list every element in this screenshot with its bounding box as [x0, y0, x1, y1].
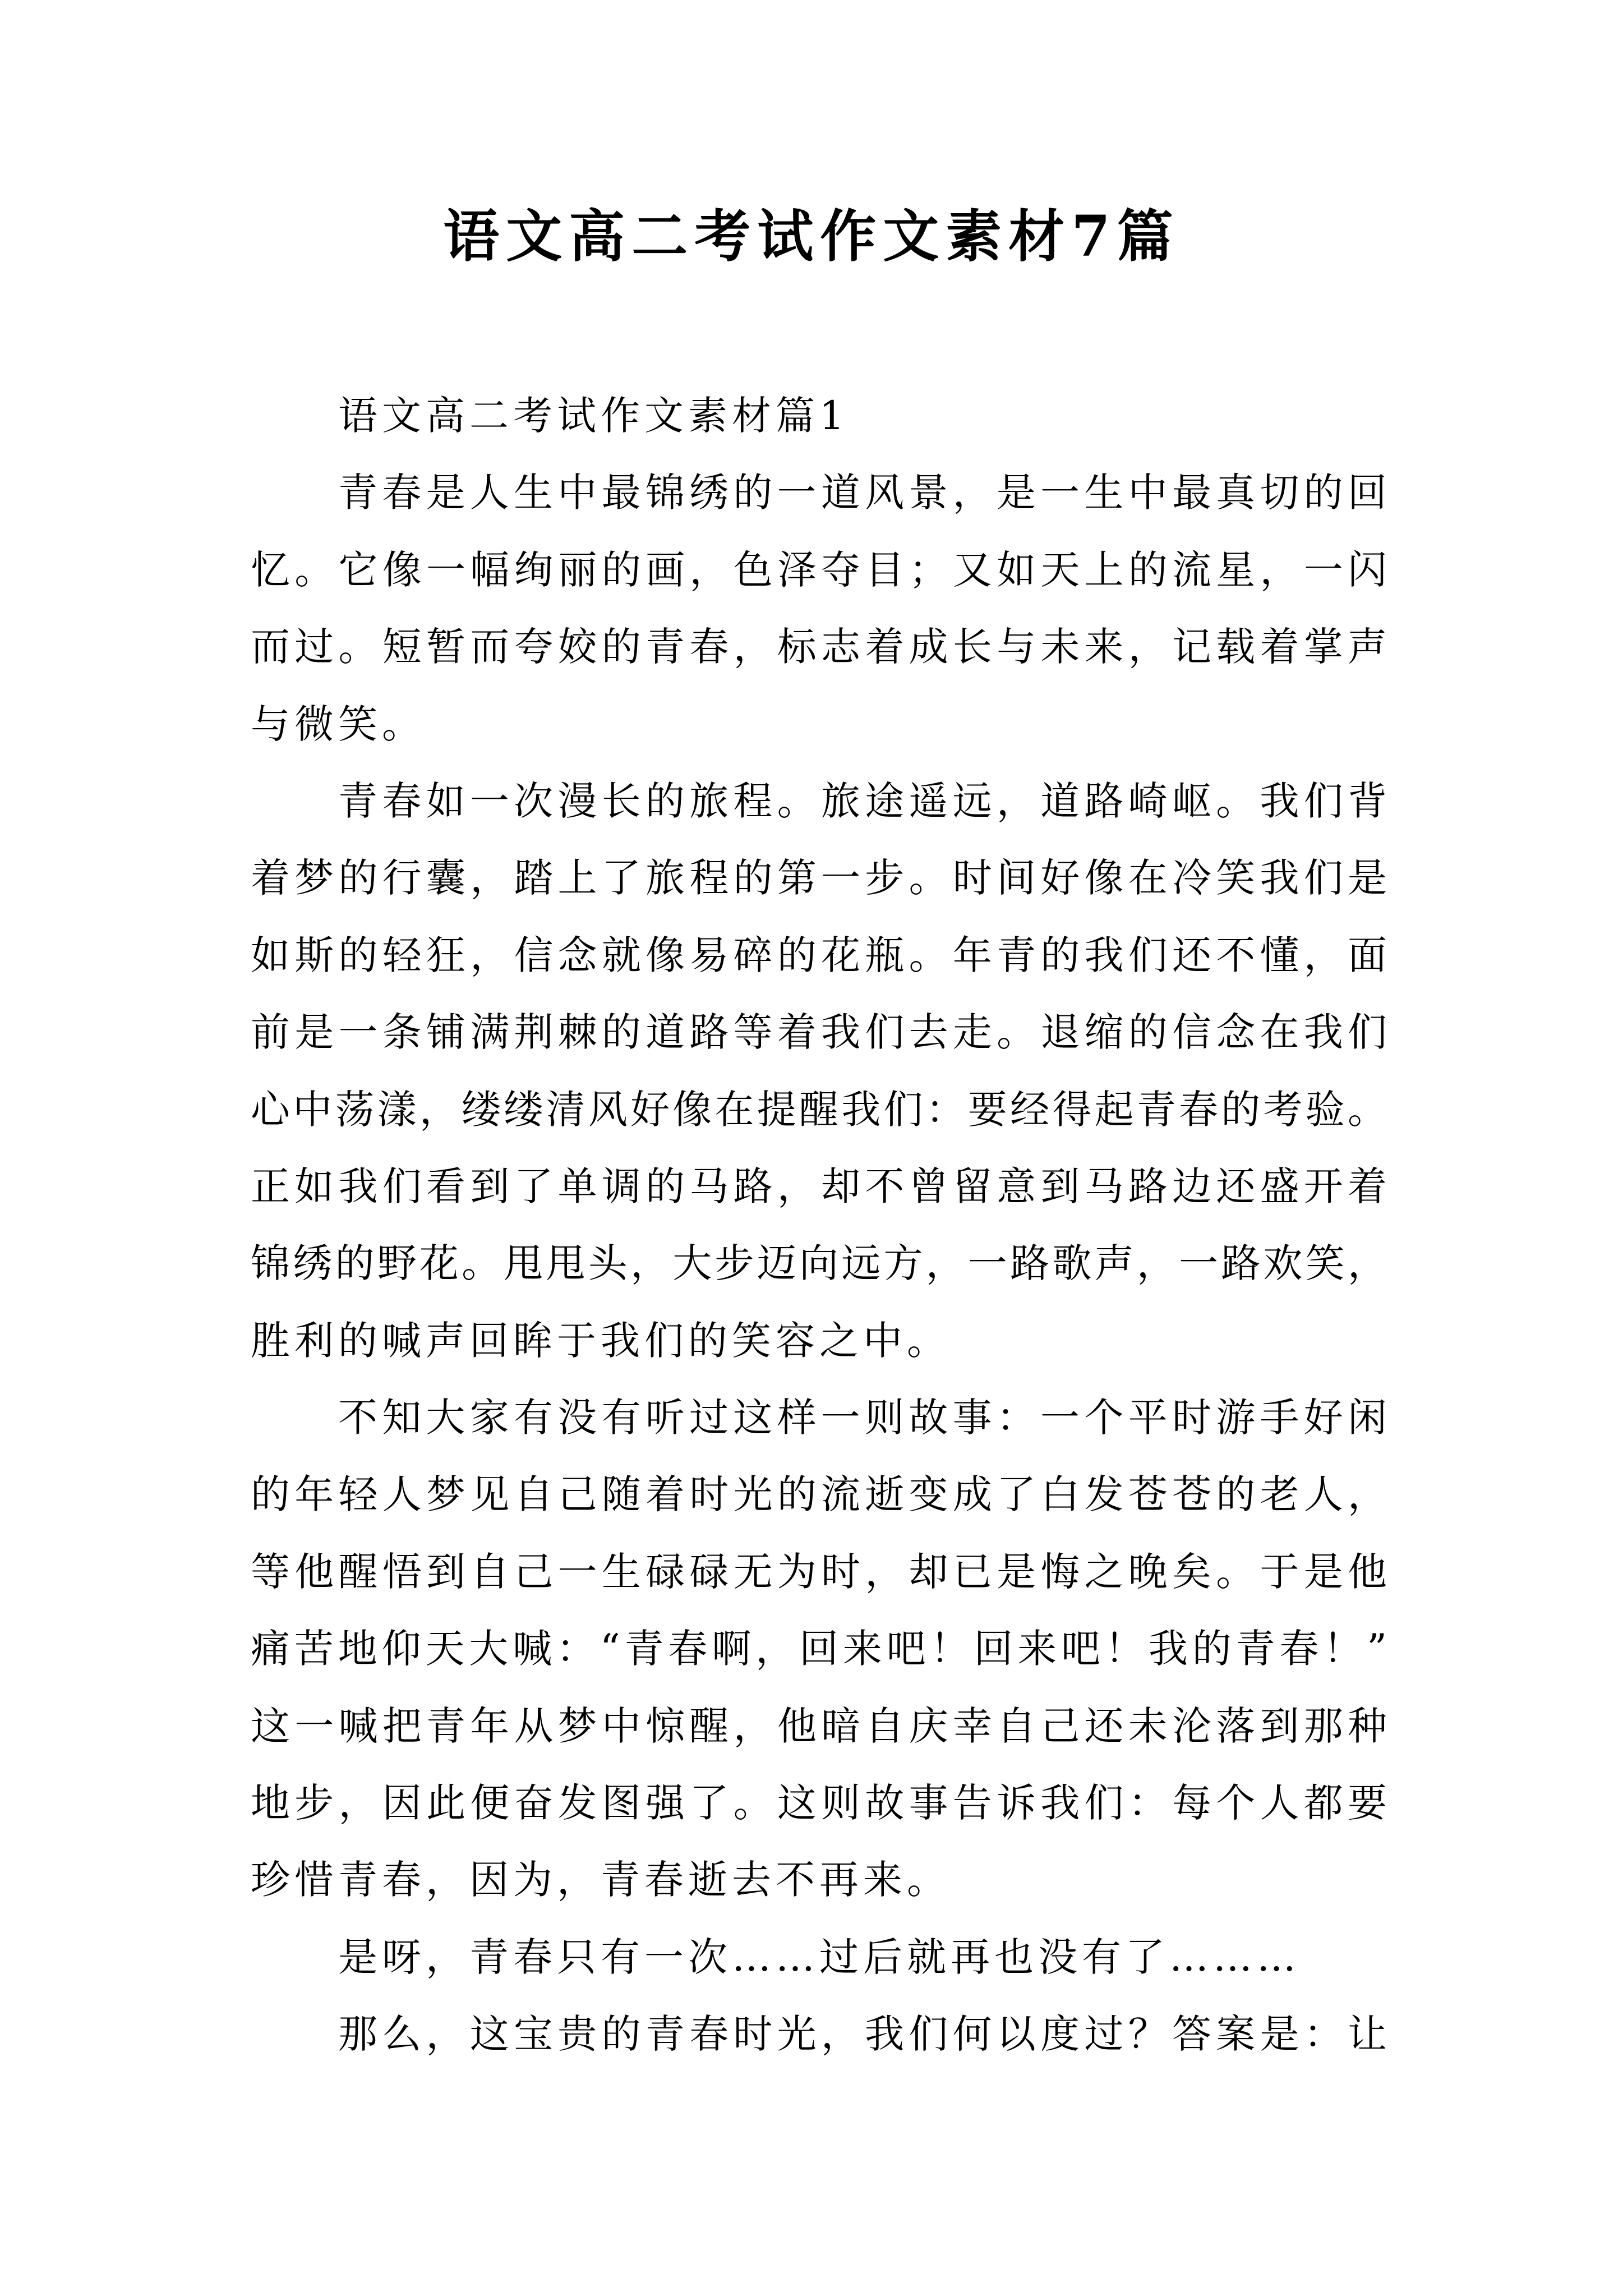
paragraph-line: 青春是人生中最锦绣的一道风景，是一生中最真切的回 [338, 470, 1387, 516]
paragraph-line: 痛苦地仰天大喊：“青春啊，回来吧！回来吧！我的青春！” [251, 1626, 1387, 1672]
document-title: 语文高二考试作文素材7篇 [443, 203, 1180, 269]
paragraph-line: 忆。它像一幅绚丽的画，色泽夺目；又如天上的流星，一闪 [251, 546, 1387, 593]
paragraph-line: 地步，因此便奋发图强了。这则故事告诉我们：每个人都要 [251, 1780, 1387, 1826]
paragraph-line: 珍惜青春，因为，青春逝去不再来。 [251, 1857, 951, 1903]
paragraph-line: 锦绣的野花。甩甩头，大步迈向远方，一路歌声，一路欢笑， [251, 1240, 1387, 1287]
paragraph-line: 青春如一次漫长的旅程。旅途遥远，道路崎岖。我们背 [338, 777, 1387, 824]
paragraph [251, 1379, 1387, 1919]
paragraph-line: 心中荡漾，缕缕清风好像在提醒我们：要经得起青春的考验。 [251, 1086, 1387, 1133]
paragraph [251, 1996, 1387, 2073]
paragraph-line: 这一喊把青年从梦中惊醒，他暗自庆幸自己还未沦落到那种 [251, 1703, 1387, 1749]
paragraph-line: 而过。短暂而夸姣的青春，标志着成长与未来，记载着掌声 [251, 624, 1387, 670]
paragraph-line: 胜利的喊声回眸于我们的笑容之中。 [251, 1317, 951, 1364]
paragraph-line: 如斯的轻狂，信念就像易碎的花瓶。年青的我们还不懂，面 [251, 932, 1387, 978]
paragraph-line: 等他醒悟到自己一生碌碌无为时，却已是悔之晚矣。于是他 [251, 1548, 1387, 1595]
paragraph-line: 的年轻人梦见自己随着时光的流逝变成了白发苍苍的老人， [251, 1471, 1387, 1518]
paragraph-line: 与微笑。 [251, 701, 426, 747]
paragraph [251, 1919, 1387, 1996]
paragraph-line: 前是一条铺满荆棘的道路等着我们去走。退缩的信念在我们 [251, 1009, 1387, 1056]
paragraph-line: 那么，这宝贵的青春时光，我们何以度过？答案是：让 [338, 2011, 1387, 2058]
paragraph-line: 是呀，青春只有一次……过后就再也没有了……… [338, 1934, 1301, 1980]
paragraph-line: 不知大家有没有听过这样一则故事：一个平时游手好闲 [338, 1395, 1387, 1441]
paragraph-line: 正如我们看到了单调的马路，却不曾留意到马路边还盛开着 [251, 1163, 1387, 1209]
paragraph [251, 454, 1387, 763]
section-heading: 语文高二考试作文素材篇1 [338, 393, 849, 439]
paragraph-line: 着梦的行囊，踏上了旅程的第一步。时间好像在冷笑我们是 [251, 855, 1387, 901]
paragraph [251, 763, 1387, 1379]
paragraph-section-heading [251, 378, 1387, 454]
document-body [251, 378, 1387, 2073]
